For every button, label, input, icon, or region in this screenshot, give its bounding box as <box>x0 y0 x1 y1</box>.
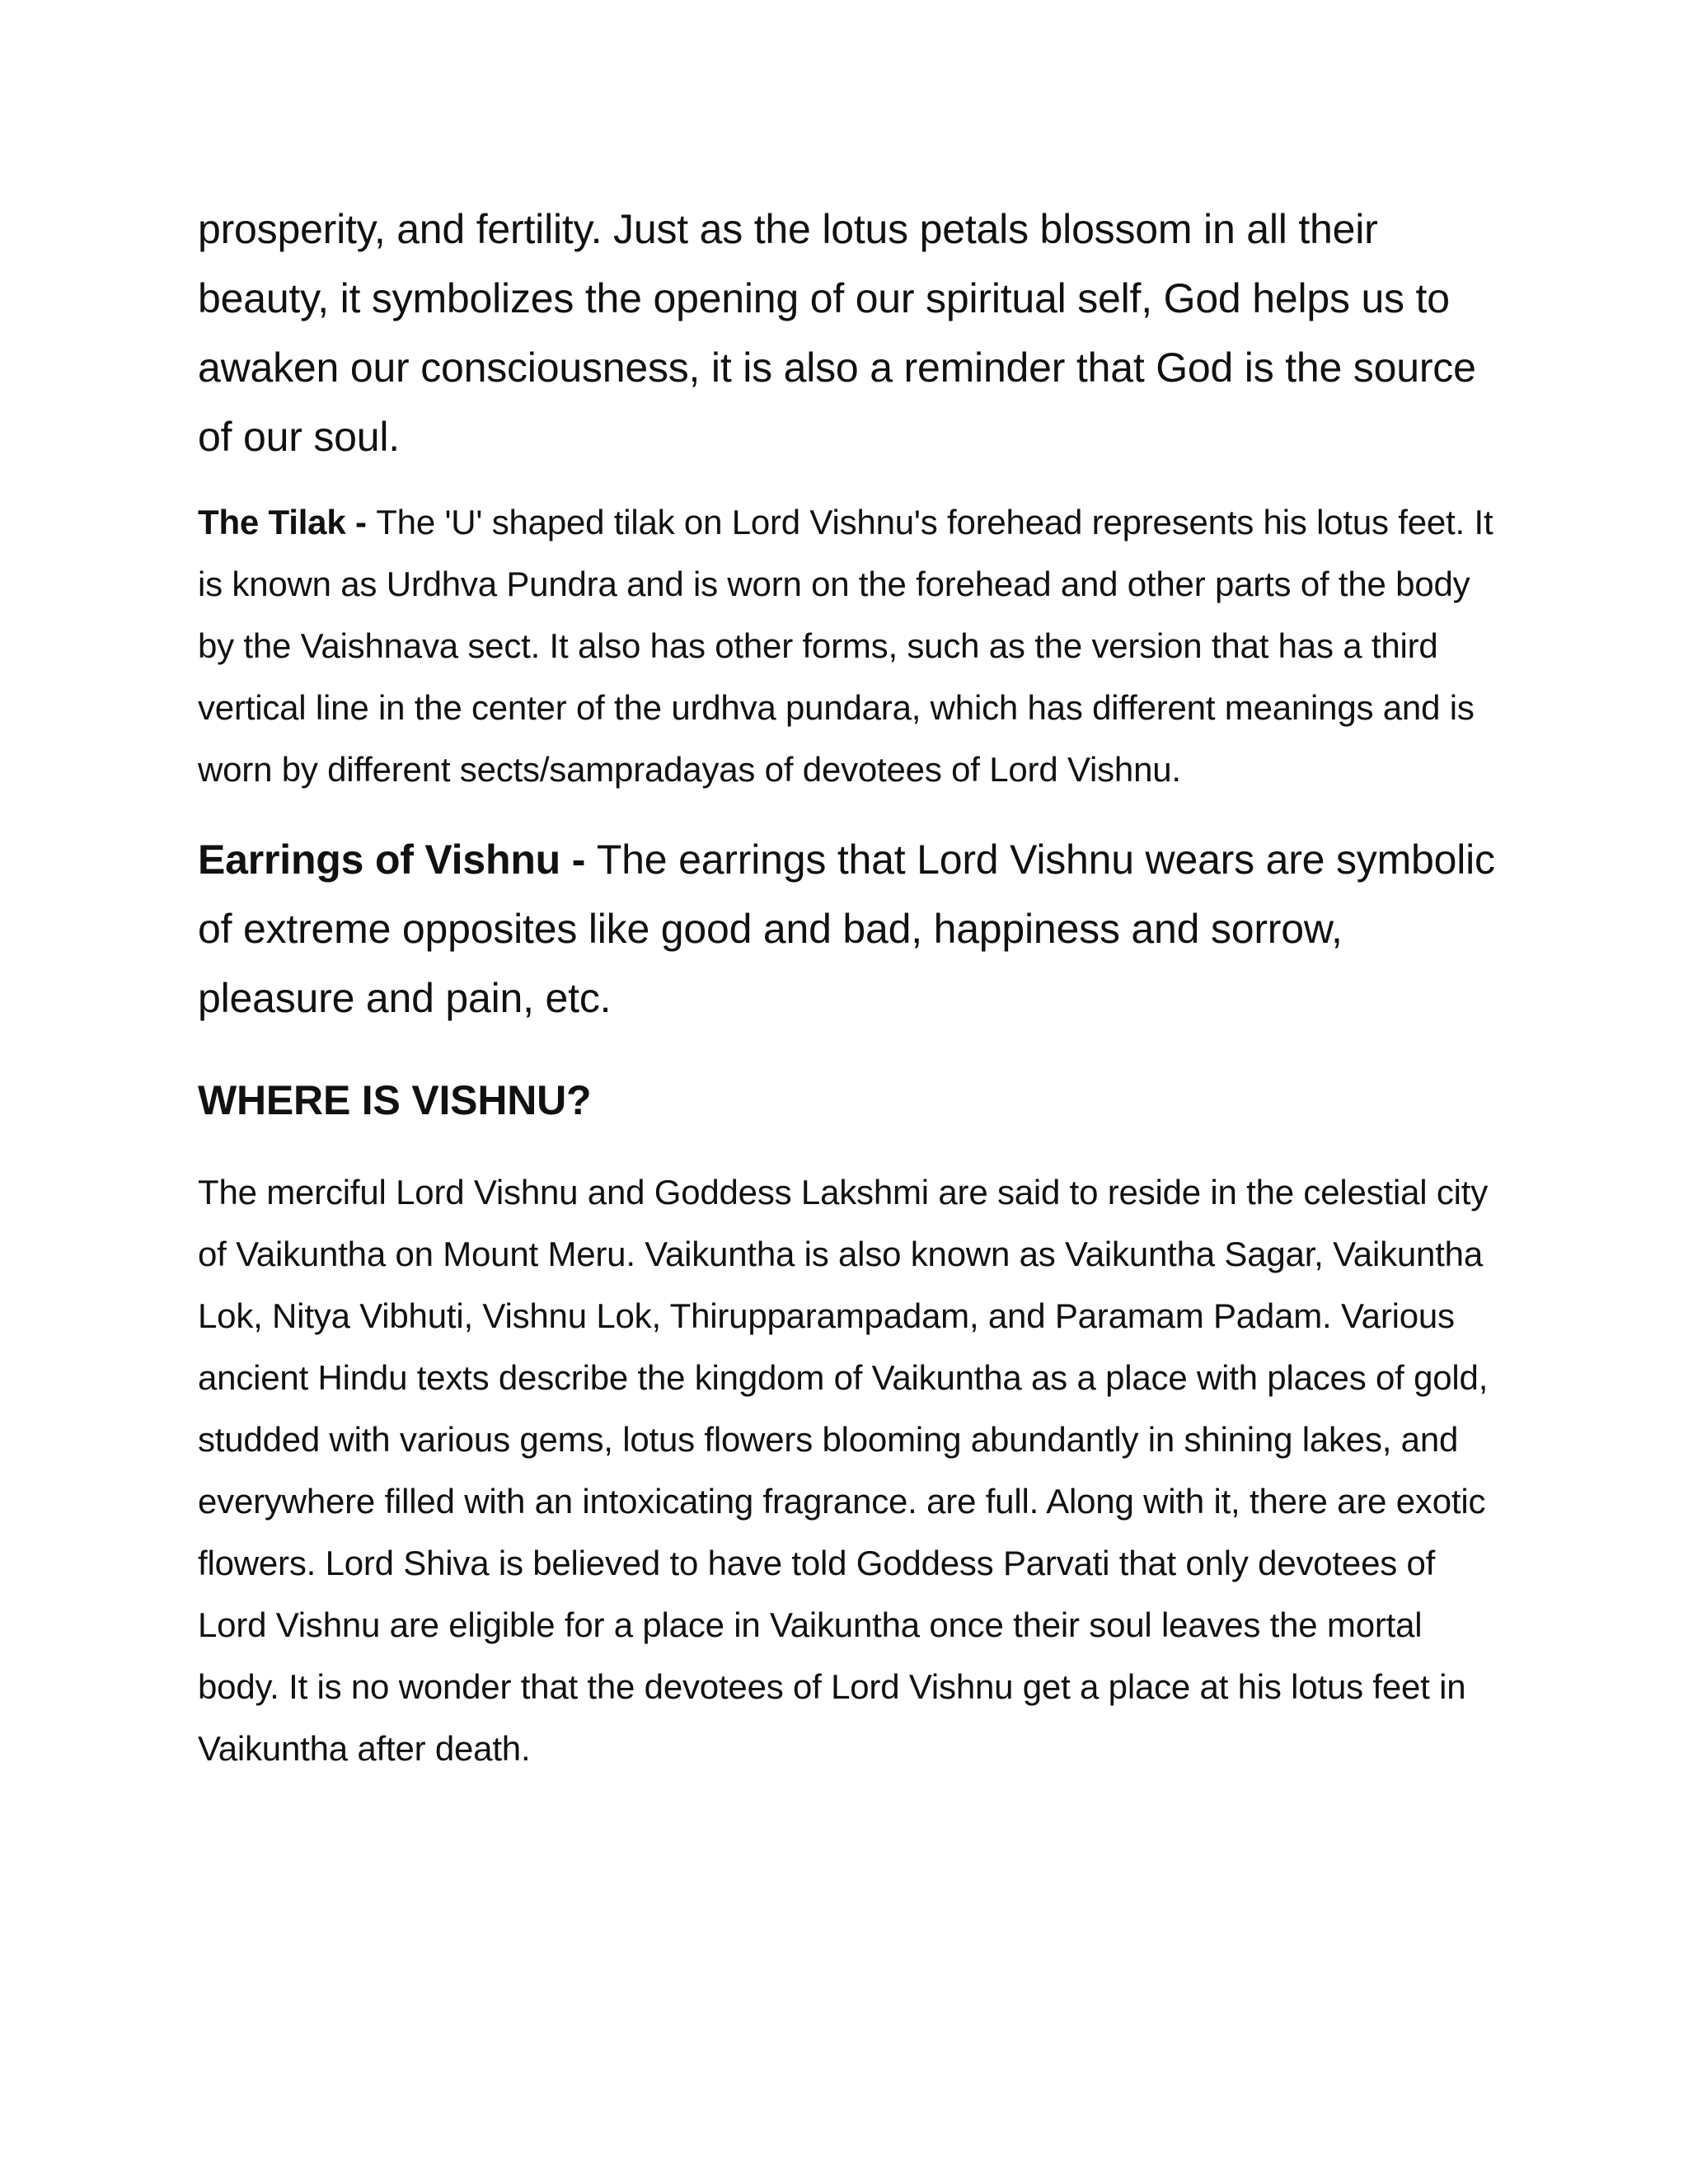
tilak-paragraph <box>198 491 1508 800</box>
section-heading: WHERE IS VISHNU? <box>198 1077 592 1123</box>
earrings-paragraph <box>198 825 1508 1033</box>
spacer <box>198 1033 1508 1066</box>
spacer <box>198 800 1508 825</box>
lotus-paragraph: prosperity, and fertility. Just as the lotus petals blossom in all their beauty, it symbolizes the opening of our spiritual self, God helps us to awaken our consciousness, it is also a reminder that God is the source of our soul. <box>198 206 1476 460</box>
page-content <box>198 194 1508 1779</box>
spacer <box>198 471 1508 491</box>
earrings-term: Earrings of Vishnu - <box>198 837 597 883</box>
tilak-term: The Tilak - <box>198 503 377 541</box>
earrings-text: The earrings that Lord Vishnu wears are symbolic of extreme opposites like good and bad, happiness and sorrow, pleasure and pain, etc. <box>198 837 1495 1021</box>
section-body: The merciful Lord Vishnu and Goddess Lakshmi are said to reside in the celestial city of Vaikuntha on Mount Meru. Vaikuntha is also known as Vaikuntha Sagar, Vaikuntha Lok, Nitya Vibhuti, Vishnu Lok, Thirupparampadam, and Paramam Padam. Various ancient Hindu texts describe the kingdom of Vaikuntha as a place with places of gold, studded with various gems, lotus flowers blooming abundantly in shining lakes, and everywhere filled with an intoxicating fragrance. are full. Along with it, there are exotic flowers. Lord Shiva is believed to have told Goddess Parvati that only devotees of Lord Vishnu are eligible for a place in Vaikuntha once their soul leaves the mortal body. It is no wonder that the devotees of Lord Vishnu get a place at his lotus feet in Vaikuntha after death. <box>198 1173 1489 1768</box>
spacer <box>198 1135 1508 1161</box>
tilak-text: The 'U' shaped tilak on Lord Vishnu's forehead represents his lotus feet. It is known as Urdhva Pundra and is worn on the forehead and other parts of the body by the Vaishnava sect. It also has other forms, such as the version that has a third vertical line in the center of the urdhva pundara, which has different meanings and is worn by different sects/sampradayas of devotees of Lord Vishnu. <box>198 503 1493 789</box>
